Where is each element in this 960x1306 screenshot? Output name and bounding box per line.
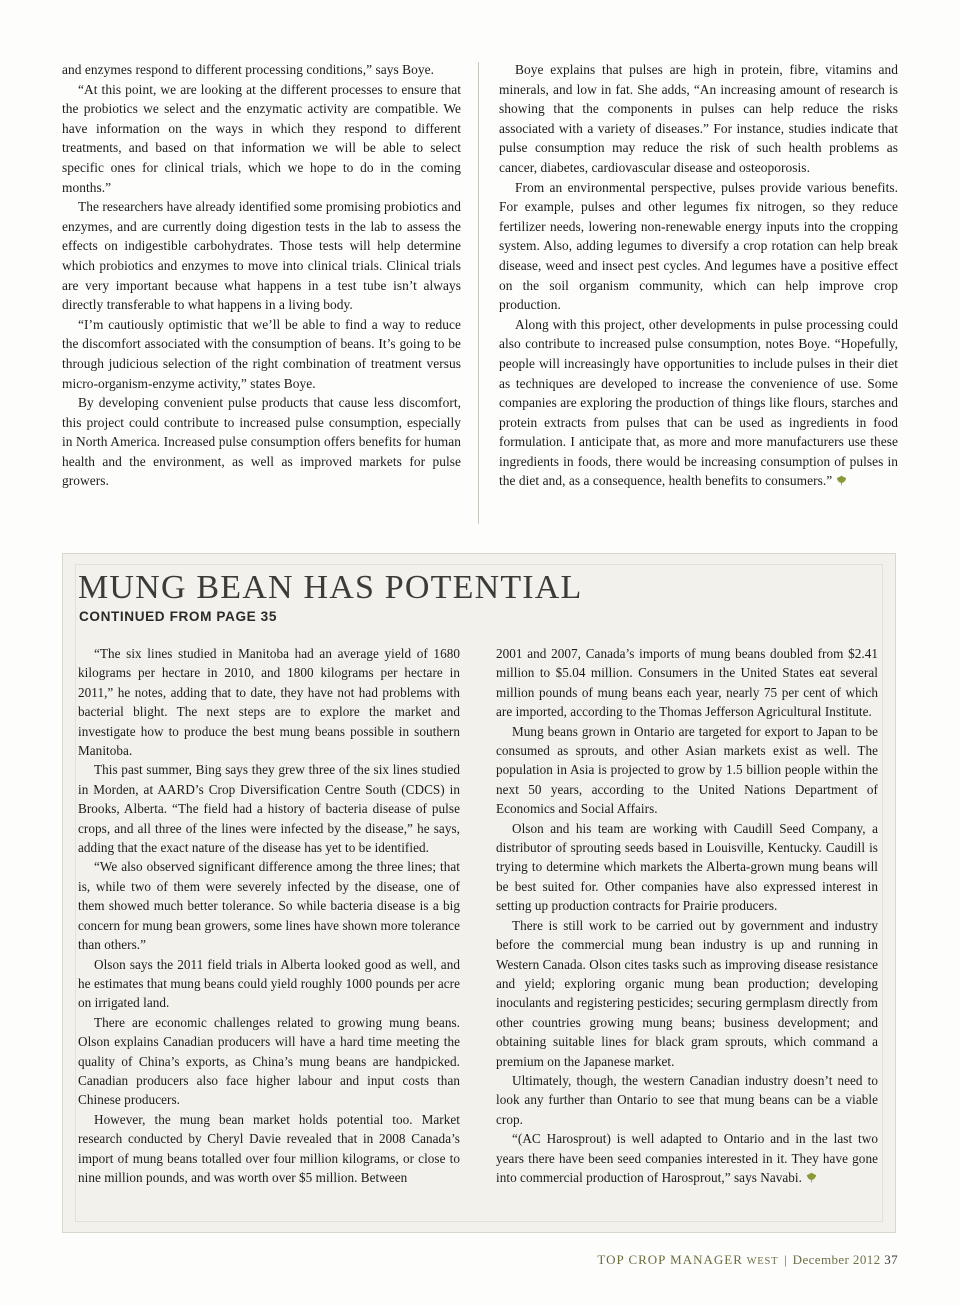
paragraph: This past summer, Bing says they grew three of the six lines studied in Morden, at AARD’s Crop Diversification Centre South (CDCS) in Brooks, Alberta. “The field had a history of bacteria disease of pulse crops, and all three of the lines were infected by the disease,” he says, adding that the exact nature of the disease has yet to be identified. [78, 762, 460, 856]
sidebar-title: MUNG BEAN HAS POTENTIAL [78, 569, 583, 606]
leaf-icon [836, 475, 847, 486]
sidebar-left-column [78, 644, 478, 1187]
paragraph: “At this point, we are looking at the different processes to ensure that the probiotics we select and the enzymatic activity are compatible. We have information on the ways in which they respond to different treatments, and based on that information we will be able to select specific ones for clinical trials, which we hope to do in the coming months.” [62, 81, 461, 195]
paragraph: Ultimately, though, the western Canadian industry doesn’t need to look any further than Ontario to see that mung beans can be a viable crop. [496, 1072, 878, 1127]
article-left-column [62, 60, 475, 491]
paragraph [499, 315, 898, 491]
paragraph [496, 1129, 878, 1187]
paragraph-text: Along with this project, other developments in pulse processing could also contribute to increased pulse consumption, notes Boye. “Hopefully, people will increasingly have opportunities to include pulses in their diet as techniques are developed to increase the convenience of use. Some companies are exploring the production of things like flours, starches and protein extracts from pulses that can be used as ingredients in food formulation. I anticipate that, as more and more manufacturers use these ingredients in foods, there would be increasing consumption of pulses in the diet and, as a consequence, health benefits to consumers.” [499, 316, 898, 489]
issue-date: December 2012 [792, 1252, 881, 1267]
sidebar-kicker: CONTINUED FROM PAGE 35 [79, 609, 277, 624]
column-divider [478, 62, 479, 524]
publication-edition: WEST [746, 1256, 779, 1267]
page-number: 37 [884, 1252, 898, 1267]
sidebar-body [78, 644, 878, 1187]
paragraph: 2001 and 2007, Canada’s imports of mung beans doubled from $2.41 million to $5.04 million. Consumers in the United States eat several million pounds of mung beans each year, nearly 75 per cent of which are imported, according to the Thomas Jefferson Agricultural Institute. [496, 646, 878, 720]
sidebar-right-column [478, 644, 878, 1187]
paragraph: Boye explains that pulses are high in protein, fibre, vitamins and minerals, and low in fat. She adds, “An increasing amount of research is showing that the components in pulses can help reduce the risks associated with a variety of diseases.” For instance, studies indicate that pulse consumption may reduce the risk of such health problems as cancer, diabetes, cardiovascular disease and osteoporosis. [499, 62, 898, 175]
paragraph: The researchers have already identified some promising probiotics and enzymes, and are currently doing digestion tests in the lab to assess the effects on indigestible carbohydrates. Those tests will help determine which probiotics and enzymes to move into clinical trials. Clinical trials are very important because what happens in a test tube isn’t always directly transferable to what happens in a living body. [62, 199, 461, 313]
paragraph: There are economic challenges related to growing mung beans. Olson explains Canadian producers will have a hard time meeting the quality of China’s exports, as China’s mung beans are handpicked. Canadian producers also face higher labour and input costs than Chinese producers. [78, 1014, 460, 1108]
paragraph: There is still work to be carried out by government and industry before the commercial mung bean industry is up and running in Western Canada. Olson cites tasks such as improving disease resistance and yield; exploring organic mung bean production; developing inoculants and registering pesticides; securing germplasm directly from other countries growing mung beans; business development; and obtaining suitable lines for black gram sprouts, which command a premium on the Japanese market. [496, 917, 878, 1069]
paragraph: Olson and his team are working with Caudill Seed Company, a distributor of sprouting seeds based in Louisville, Kentucky. Caudill is trying to determine which markets the Alberta-grown mung beans will be best suited for. Other companies have also expressed interest in setting up production contracts for Prairie producers. [496, 820, 878, 914]
paragraph: “I’m cautiously optimistic that we’ll be able to find a way to reduce the discomfort associated with the consumption of beans. It’s going to be through judicious selection of the right combination of treatment versus micro-organism-enzyme activity,” states Boye. [62, 316, 461, 391]
paragraph-text: “(AC Harosprout) is well adapted to Ontario and in the last two years there have been seed companies interested in it. They have gone into commercial production of Harosprout,” says Navabi. [496, 1131, 878, 1185]
paragraph: Olson says the 2011 field trials in Alberta looked good as well, and he estimates that mung beans could yield roughly 1000 pounds per acre on irrigated land. [78, 956, 460, 1011]
publication-name: TOP CROP MANAGER [597, 1252, 743, 1267]
paragraph: From an environmental perspective, pulses provide various benefits. For example, pulses and other legumes fix nitrogen, so they reduce fertilizer needs, lowering non-renewable energy inputs into the cropping system. Also, adding legumes to diversify a crop rotation can help break disease, weed and insect pest cycles. And legumes have a positive effect on the soil organism community, which can help improve crop production. [499, 179, 898, 313]
article-body [62, 60, 898, 491]
paragraph: Mung beans grown in Ontario are targeted for export to Japan to be consumed as sprouts, and other Asian markets exist as well. The population in Asia is projected to grow by 1.5 billion people within the next 50 years, according to the United Nations Department of Economics and Social Affairs. [496, 723, 878, 817]
article-right-column [475, 60, 898, 491]
paragraph: “The six lines studied in Manitoba had an average yield of 1680 kilograms per hectare in 2010, and 1800 kilograms per hectare in 2011,” he notes, adding that to date, they have not had problems with bacterial blight. The next steps are to explore the market and investigate how to produce the best mung beans possible in southern Manitoba. [78, 646, 460, 759]
footer-separator: | [784, 1252, 788, 1267]
paragraph: “We also observed significant difference among the three lines; that is, while two of them were severely infected by the disease, one of them showed much better tolerance. So while bacteria disease is a big concern for mung bean growers, some lines have shown more tolerance than others.” [78, 859, 460, 953]
page-footer [597, 1252, 898, 1268]
paragraph: By developing convenient pulse products that cause less discomfort, this project could contribute to increased pulse consumption, especially in North America. Increased pulse consumption offers benefits for human health and the environment, as well as improved markets for pulse growers. [62, 395, 461, 489]
leaf-icon [806, 1172, 817, 1183]
paragraph: and enzymes respond to different processing conditions,” says Boye. [62, 62, 435, 77]
paragraph: However, the mung bean market holds potential too. Market research conducted by Cheryl Davie revealed that in 2008 Canada’s import of mung beans totalled over four million kilograms, or close to nine million pounds, and was worth over $5 million. Between [78, 1111, 460, 1185]
